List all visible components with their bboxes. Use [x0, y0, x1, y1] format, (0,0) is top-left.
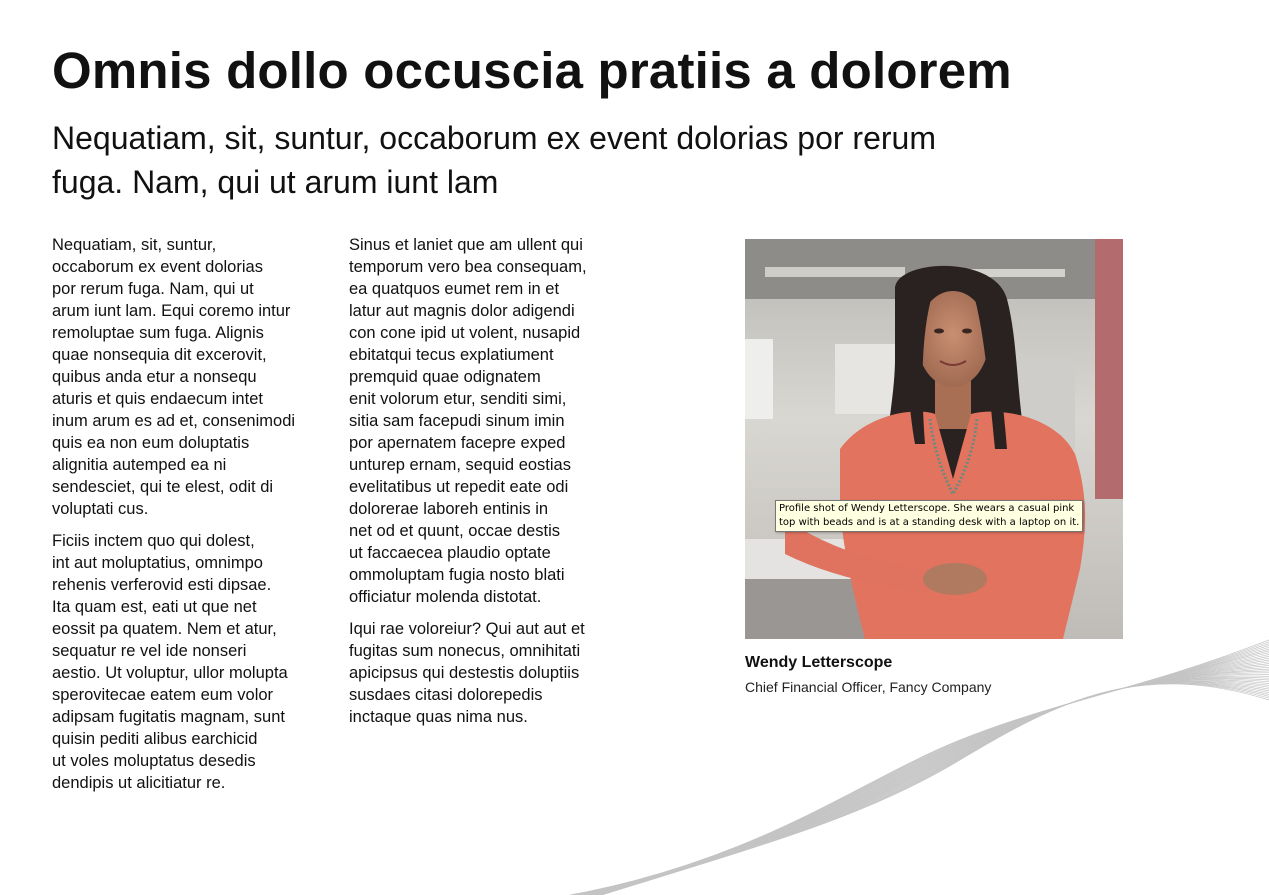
- text-line: ut faccaecea plaudio optate: [349, 544, 551, 562]
- text-line: temporum vero bea consequam,: [349, 258, 587, 276]
- wave-line: [570, 682, 1269, 895]
- wave-line: [570, 683, 1269, 895]
- text-line: quibus anda etur a nonsequ: [52, 368, 257, 386]
- wave-line: [570, 676, 1269, 895]
- text-line: Ficiis inctem quo qui dolest,: [52, 532, 255, 550]
- page-subtitle: Nequatiam, sit, suntur, occaborum ex event dolorias por rerum fuga. Nam, qui ut arum iunt lam: [52, 120, 936, 200]
- text-line: voluptati cus.: [52, 500, 149, 518]
- text-line: con cone ipid ut volent, nusapid: [349, 324, 581, 342]
- text-line: ea quatquos eumet rem in et: [349, 280, 560, 298]
- text-line: Nequatiam, sit, suntur,: [52, 236, 217, 254]
- wave-line: [570, 680, 1269, 895]
- body-column-2: [349, 234, 634, 738]
- text-line: ut voles moluptatus desedis: [52, 752, 256, 770]
- tooltip-line: top with beads and is at a standing desk with a laptop on it.: [779, 517, 1080, 528]
- wave-line: [570, 682, 1269, 895]
- text-line: occaborum ex event dolorias: [52, 258, 263, 276]
- text-line: Sinus et laniet que am ullent qui: [349, 236, 583, 254]
- text-line: quis ea non eum doluptatis: [52, 434, 250, 452]
- text-line: sendesciet, qui te elest, odit di: [52, 478, 274, 496]
- profile-photo-image: [745, 239, 1123, 639]
- text-line: ommoluptam fugia nosto blati: [349, 566, 565, 584]
- wave-line: [570, 673, 1269, 895]
- text-line: int aut moluptatius, omnimpo: [52, 554, 263, 572]
- wave-line: [570, 669, 1269, 895]
- text-line: por apernatem facepre exped: [349, 434, 566, 452]
- wave-line: [570, 674, 1269, 895]
- text-line: sperovitecae eatem eum volor: [52, 686, 274, 704]
- wave-line: [570, 667, 1269, 895]
- text-line: aestio. Ut voluptur, ullor molupta: [52, 664, 288, 682]
- text-line: alignitia autemped ea ni: [52, 456, 227, 474]
- caption-role: Chief Financial Officer, Fancy Company: [745, 679, 992, 695]
- text-line: quisin pediti alibus earchicid: [52, 730, 258, 748]
- text-line: unturep ernam, sequid eostias: [349, 456, 571, 474]
- text-line: aturis et quis endaecum intet: [52, 390, 263, 408]
- wave-line: [570, 681, 1269, 895]
- wave-line: [570, 677, 1269, 895]
- wave-line: [570, 662, 1269, 895]
- tooltip-line: Profile shot of Wendy Letterscope. She wears a casual pink: [779, 503, 1075, 514]
- text-line: adipsam fugitatis magnam, sunt: [52, 708, 285, 726]
- profile-photo: [745, 239, 1123, 639]
- text-line: dolorerae laboreh entinis in: [349, 500, 549, 518]
- caption-name: Wendy Letterscope: [745, 654, 893, 671]
- wave-line: [570, 678, 1269, 895]
- text-line: Iqui rae voloreiur? Qui aut aut et: [349, 620, 585, 638]
- paragraph: [52, 234, 337, 520]
- text-line: eossit pa quatem. Nem et atur,: [52, 620, 277, 638]
- page-title: Omnis dollo occuscia pratiis a dolorem: [52, 42, 1012, 99]
- text-line: dendipis ut alicitiatur re.: [52, 774, 226, 792]
- text-line: fugitas sum nonecus, omnihitati: [349, 642, 581, 660]
- text-line: net od et quunt, occae destis: [349, 522, 560, 540]
- text-line: sitia sam facepudi sinum imin: [349, 412, 565, 430]
- wave-line: [570, 671, 1269, 895]
- wave-line: [570, 664, 1269, 895]
- text-line: latur aut magnis dolor adigendi: [349, 302, 575, 320]
- paragraph: [349, 618, 634, 728]
- text-line: inctaque quas nima nus.: [349, 708, 528, 726]
- text-line: por rerum fuga. Nam, qui ut: [52, 280, 254, 298]
- paragraph: [52, 530, 337, 794]
- text-line: ebitatqui tecus explatiument: [349, 346, 554, 364]
- text-line: evelitatibus ut repedit eate odi: [349, 478, 569, 496]
- wave-line: [570, 684, 1269, 895]
- text-line: apicipsus qui destestis doluptiis: [349, 664, 580, 682]
- wave-line: [570, 666, 1269, 895]
- text-line: quae nonsequia dit excerovit,: [52, 346, 267, 364]
- text-line: rehenis verferovid esti dipsae.: [52, 576, 272, 594]
- text-line: arum iunt lam. Equi coremo intur: [52, 302, 291, 320]
- wave-line: [570, 680, 1269, 895]
- wave-line: [570, 679, 1269, 895]
- body-column-1: [52, 234, 337, 804]
- text-line: officiatur molenda distotat.: [349, 588, 542, 606]
- text-line: sequatur re vel ide nonseri: [52, 642, 247, 660]
- wave-line: [570, 684, 1269, 895]
- text-line: remoluptae sum fuga. Alignis: [52, 324, 264, 342]
- text-line: Ita quam est, eati ut que net: [52, 598, 257, 616]
- text-line: enit volorum etur, senditi simi,: [349, 390, 567, 408]
- text-line: susdaes citasi dolorepedis: [349, 686, 543, 704]
- wave-line: [570, 682, 1269, 895]
- text-line: premquid quae odignatem: [349, 368, 541, 386]
- image-alt-tooltip: [775, 500, 1083, 532]
- text-line: inum arum es ad et, consenimodi: [52, 412, 296, 430]
- wave-line: [570, 683, 1269, 895]
- paragraph: [349, 234, 634, 608]
